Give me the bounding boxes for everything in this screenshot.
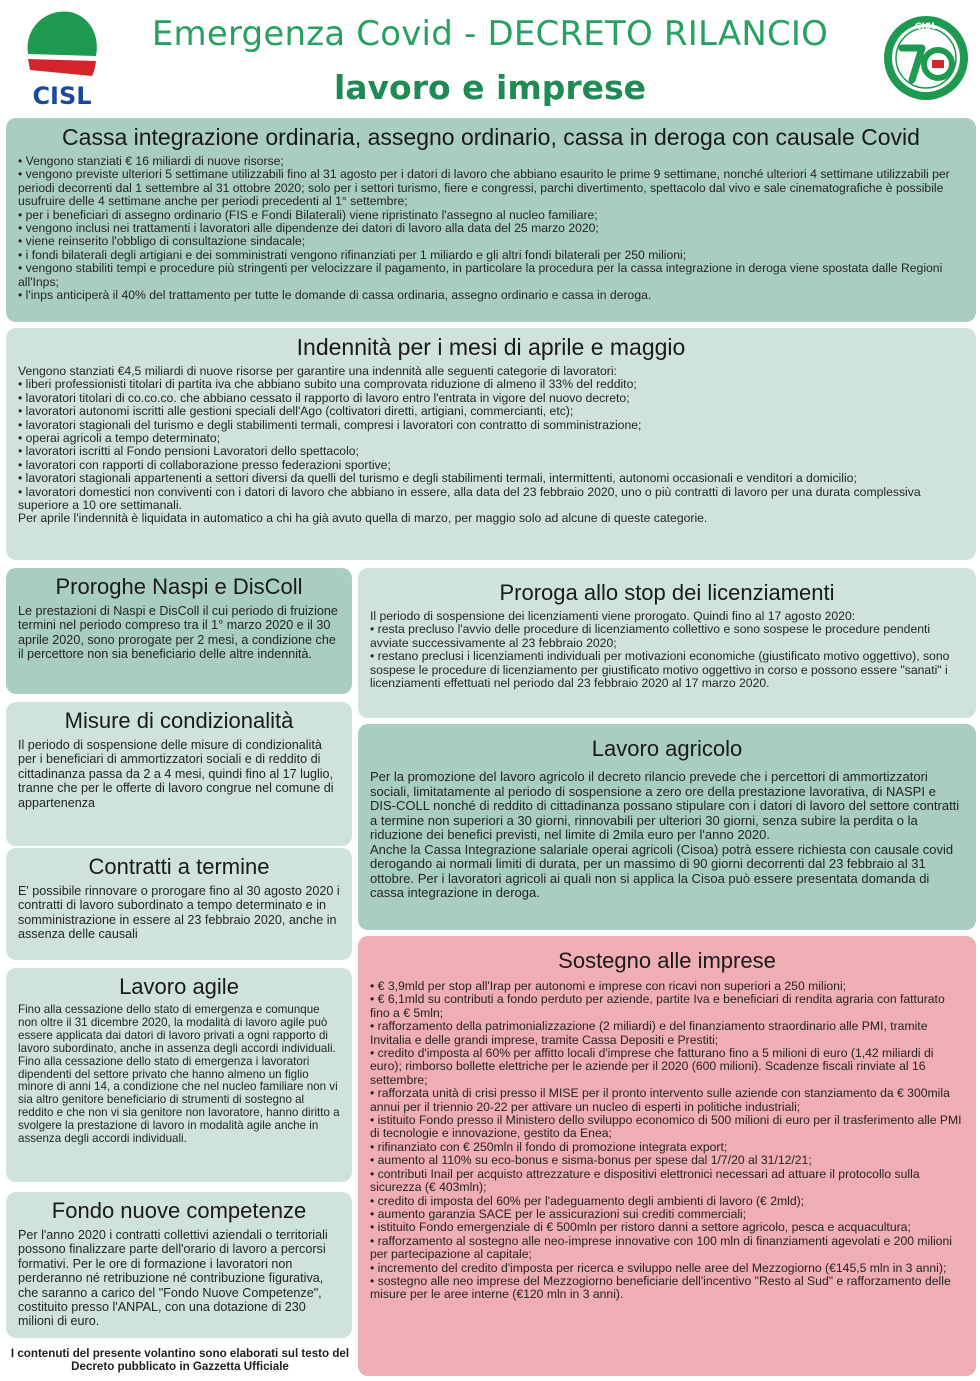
indennita-panel — [6, 328, 976, 560]
list-item: • lavoratori stagionali del turismo e degli stabilimenti termali, compresi i lavoratori con contratto di somministrazione; — [18, 419, 964, 432]
list-item: • viene reinserito l'obbligo di consultazione sindacale; — [18, 235, 964, 248]
list-item: • lavoratori domestici non conviventi con i datori di lavoro che abbiano in essere, alla data del 23 febbraio 2020, uno o più contratti di lavoro per una durata complessiva superiore a 10 ore settimanali. — [18, 486, 964, 513]
list-item: • sostegno alle neo imprese del Mezzogiorno beneficiarie dell'incentivo "Resto al Sud" e rafforzamento delle misure per le aree interne (€120 mln in 3 anni). — [370, 1275, 964, 1302]
cisl-logo — [22, 6, 102, 110]
list-item: • lavoratori con rapporti di collaborazione presso federazioni sportive; — [18, 459, 964, 472]
list-item: • rafforzamento della patrimonializzazione (2 miliardi) e del finanziamento straordinario alle PMI, tramite Invitalia e delle grandi imprese, tramite Cassa Depositi e Prestiti; — [370, 1020, 964, 1047]
lavoro-agile-text-1: Fino alla cessazione dello stato di emergenza e comunque non oltre il 31 dicembre 2020, la modalità di lavoro agile può essere applicata dai datori di lavoro privati a ogni rapporto di lavoro subordinato, anche in assenza degli accordi individuali. — [18, 1003, 336, 1055]
cassa-integrazione-panel — [6, 118, 976, 322]
sostegno-imprese-panel — [358, 936, 976, 1376]
list-item: • rafforzamento al sostegno alle neo-imprese innovative con 100 mln di finanziamenti agevolati e 200 milioni per partecipazione al capitale; — [370, 1235, 964, 1262]
list-item: • resta precluso l'avvio delle procedure di licenziamento collettivo e sono sospese le procedure pendenti avviate successivamente al 23 febbraio 2020; — [370, 623, 964, 650]
list-item: • € 3,9mld per stop all'Irap per autonomi e imprese con ricavi non superiori a 250 milioni; — [370, 980, 964, 993]
licenziamenti-panel — [358, 568, 976, 718]
fondo-competenze-panel — [6, 1192, 352, 1338]
list-item: • contributi Inail per acquisto attrezzature e dispositivi elettronici necessari ad attuare il protocollo sulla sicurezza (€ 403mln); — [370, 1168, 964, 1195]
cisl-70-anniversary-seal — [882, 14, 970, 102]
indennita-intro: Vengono stanziati €4,5 miliardi di nuove risorse per garantire una indennità alle seguenti categorie di lavoratori: — [18, 364, 617, 378]
licenziamenti-title: Proroga allo stop dei licenziamenti — [499, 580, 835, 605]
lavoro-agile-panel — [6, 968, 352, 1182]
list-item: • vengono previste ulteriori 5 settimane utilizzabili fino al 31 agosto per i datori di lavoro che abbiano esaurito le prime 9 settimane, nonché ulteriori 4 settimane utilizzabili per periodi decorrenti dal 1 settembre al 31 ottobre 2020; solo per i settori turismo, fiere e congressi, parchi divertimento, spettacolo dal vivo e sale cinematografiche è possibile usufruire delle 4 settimane anche per periodi precedenti al 1° settembre; — [18, 168, 964, 208]
lavoro-agricolo-panel — [358, 724, 976, 930]
list-item: • istituito Fondo presso il Ministero dello sviluppo economico di 500 milioni di euro per il trasferimento alle PMI di tecnologie e innovazione, gestito da Enea; — [370, 1114, 964, 1141]
cisl-logo-mark — [22, 6, 102, 110]
indennita-list — [18, 378, 964, 512]
cisl-logo-text: CISL — [32, 82, 92, 110]
sostegno-imprese-title: Sostegno alle imprese — [558, 948, 776, 973]
contratti-title: Contratti a termine — [88, 854, 270, 879]
list-item: • incremento del credito d'imposta per ricerca e sviluppo nelle aree del Mezzogiorno (€145,5 mln in 3 anni); — [370, 1262, 964, 1275]
contratti-panel — [6, 848, 352, 960]
list-item: • lavoratori stagionali appartenenti a settori diversi da quelli del turismo e degli stabilimenti termali, intermittenti, autonomi occasionali e venditori a domicilio; — [18, 472, 964, 485]
list-item: • liberi professionisti titolari di partita iva che abbiano subito una comprovata riduzione di almeno il 33% del reddito; — [18, 378, 964, 391]
condizionalita-title: Misure di condizionalità — [64, 708, 294, 733]
indennita-outro: Per aprile l'indennità è liquidata in automatico a chi ha già avuto quella di marzo, per maggio solo ad alcune di queste categorie. — [18, 511, 708, 526]
list-item: • rafforzata unità di crisi presso il MISE per il pronto intervento sulle aziende con stanziamento da € 300mila annui per il triennio 20-22 per attivare un nucleo di esperti in politiche industriali; — [370, 1087, 964, 1114]
list-item: • aumento garanzia SACE per le assicurazioni sui crediti commerciali; — [370, 1208, 964, 1221]
list-item: • l'inps anticiperà il 40% del trattamento per tutte le domande di cassa ordinaria, assegno ordinario e cassa in deroga. — [18, 289, 964, 302]
fondo-competenze-title: Fondo nuove competenze — [51, 1198, 307, 1223]
list-item: • credito d'imposta al 60% per affitto locali d'imprese che fatturano fino a 5 milioni di euro (1,42 miliardi di euro); rimborso bollette elettriche per le aziende per il 2020 (600 milioni). Scadenze fiscali rinviate al 16 settembre; — [370, 1047, 964, 1087]
indennita-title: Indennità per i mesi di aprile e maggio — [296, 334, 686, 360]
contratti-text: E' possibile rinnovare o prorogare fino al 30 agosto 2020 i contratti di lavoro subordinato a tempo determinato e in somministrazione in essere al 23 febbraio 2020, anche in assenza delle causali — [18, 884, 340, 942]
list-item: • lavoratori iscritti al Fondo pensioni Lavoratori dello spettacolo; — [18, 445, 964, 458]
list-item: • operai agricoli a tempo determinato; — [18, 432, 964, 445]
cassa-integrazione-title: Cassa integrazione ordinaria, assegno ordinario, cassa in deroga con causale Covid — [62, 124, 920, 150]
lavoro-agricolo-text-2: Anche la Cassa Integrazione salariale operai agricoli (Cisoa) potrà essere richiesta con causale covid derogando ai normali limiti di durata, per un massimo di 90 giorni decorrenti dal 23 febbraio al 31 ottobre. Per i lavoratori agricoli ai quali non si applica la Cisoa può essere presentata domanda di cassa integrazione in deroga. — [370, 841, 954, 900]
list-item: • rifinanziato con € 250mln il fondo di promozione integrata export; — [370, 1141, 964, 1154]
lavoro-agile-text-2: Fino alla cessazione dello stato di emergenza i lavoratori dipendenti del settore privato che hanno almeno un figlio minore di anni 14, a condizione che nel nucleo familiare non vi sia altro genitore beneficiario di strumenti di sostegno al reddito e che non vi sia genitore non lavoratore, hanno diritto a svolgere la prestazione di lavoro in modalità agile anche in assenza degli accordi individuali. — [18, 1054, 340, 1146]
list-item: • Vengono stanziati € 16 miliardi di nuove risorse; — [18, 155, 964, 168]
footer-note: I contenuti del presente volantino sono elaborati sul testo del Decreto pubblicato in Gazzetta Ufficiale — [10, 1347, 350, 1373]
anniversary-seal-icon — [882, 14, 970, 102]
cassa-integrazione-list — [18, 155, 964, 302]
condizionalita-panel — [6, 702, 352, 846]
list-item: • istituito Fondo emergenziale di € 500mln per ristoro danni a settore agricolo, pesca e acquacultura; — [370, 1221, 964, 1234]
list-item: • restano preclusi i licenziamenti individuali per motivazioni economiche (giustificato motivo oggettivo), sono sospese le procedure di licenziamento per giustificato motivo oggettivo in corso e possono essere "sanati" i licenziamenti effettuati nel periodo dal 23 febbraio 2020 al 17 marzo 2020. — [370, 650, 964, 690]
page-title: Emergenza Covid - DECRETO RILANCIO — [151, 14, 829, 54]
licenziamenti-intro: Il periodo di sospensione dei licenziamenti viene prorogato. Quindi fino al 17 agosto 2020: — [370, 609, 856, 623]
condizionalita-text: Il periodo di sospensione delle misure di condizionalità per i beneficiari di ammortizzatori sociali e di reddito di cittadinanza passa da 2 a 4 mesi, quindi fino al 17 luglio, tranne che per le offerte di lavoro congrue nel comune di appartenenza — [18, 738, 334, 810]
page-subtitle: lavoro e imprese — [333, 68, 647, 107]
list-item: • € 6,1mld su contributi a fondo perduto per aziende, partite Iva e beneficiari di rendita agraria con fatturato fino a € 5mln; — [370, 993, 964, 1020]
list-item: • vengono inclusi nei trattamenti i lavoratori alle dipendenze dei datori di lavoro alla data del 25 marzo 2020; — [18, 222, 964, 235]
list-item: • lavoratori titolari di co.co.co. che abbiano cessato il rapporto di lavoro entro l'entrata in vigore del nuovo decreto; — [18, 392, 964, 405]
naspi-title: Proroghe Naspi e DisColl — [55, 574, 303, 599]
list-item: • aumento al 110% su eco-bonus e sisma-bonus per spese dal 1/7/20 al 31/12/21; — [370, 1154, 964, 1167]
list-item: • i fondi bilaterali degli artigiani e dei somministrati vengono rifinanziati per 1 miliardo e gli altri fondi bilaterali per 250 milioni; — [18, 249, 964, 262]
lavoro-agricolo-text-1: Per la promozione del lavoro agricolo il decreto rilancio prevede che i percettori di ammortizzatori sociali, limitatamente al periodo di sospensione a zero ore della prestazione lavorativa, di NASPI e DIS-COLL nonché di reddito di cittadinanza possano stipulare con i datori di lavoro del settore contratti a termine non superiori a 30 giorni, rinnovabili per ulteriori 30 giorni, senza subire la perdita o la riduzione dei benefici previsti, nel limite di 2mila euro per l'anno 2020. — [370, 769, 960, 842]
naspi-panel — [6, 568, 352, 694]
list-item: • vengono stabiliti tempi e procedure più stringenti per velocizzare il pagamento, in particolare la procedura per la cassa integrazione in deroga viene spostata dalle Regioni all'Inps; — [18, 262, 964, 289]
list-item: • lavoratori autonomi iscritti alle gestioni speciali dell'Ago (coltivatori diretti, artigiani, commercianti, etc); — [18, 405, 964, 418]
lavoro-agile-title: Lavoro agile — [119, 974, 239, 999]
sostegno-imprese-list — [370, 980, 964, 1302]
list-item: • credito di imposta del 60% per l'adeguamento degli ambienti di lavoro (€ 2mld); — [370, 1195, 964, 1208]
naspi-text: Le prestazioni di Naspi e DisColl il cui periodo di fruizione termini nel periodo compreso tra il 1° marzo 2020 e il 30 aprile 2020, sono prorogate per 2 mesi, a condizione che il percettore non sia beneficiario delle altre indennità. — [18, 604, 338, 662]
licenziamenti-list — [370, 623, 964, 690]
seal-text: CISL — [914, 22, 938, 32]
lavoro-agricolo-title: Lavoro agricolo — [591, 736, 743, 761]
fondo-competenze-text: Per l'anno 2020 i contratti collettivi aziendali o territoriali possono finalizzare parte dell'orario di lavoro a percorsi formativi. Per le ore di formazione i lavoratori non perderanno né retribuzione né contribuzione figurativa, che saranno a carico del "Fondo Nuove Competenze", costituito presso l'ANPAL, con una dotazione di 230 milioni di euro. — [18, 1228, 328, 1329]
list-item: • per i beneficiari di assegno ordinario (FIS e Fondi Bilaterali) viene ripristinato l'assegno al nucleo familiare; — [18, 209, 964, 222]
